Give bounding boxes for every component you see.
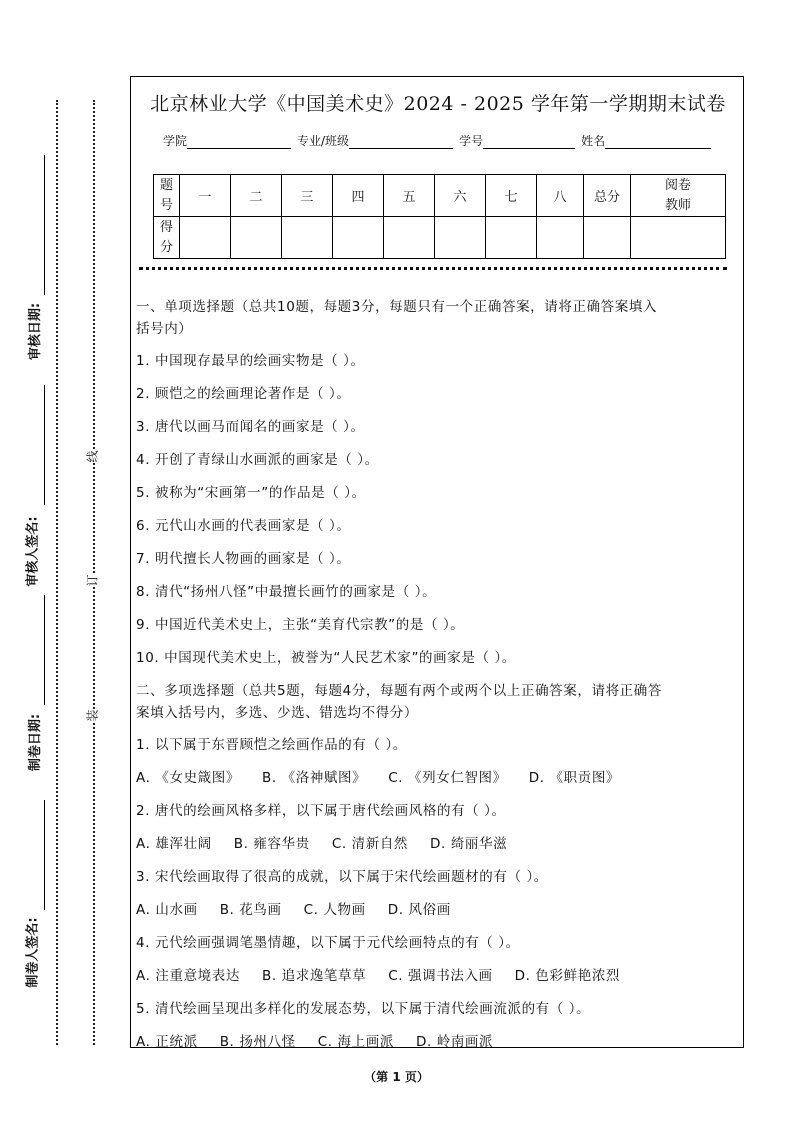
score-cell[interactable] (537, 217, 584, 259)
option: D. 风俗画 (387, 902, 451, 918)
score-cell-total[interactable] (584, 217, 631, 259)
question-item: 1. 以下属于东晋顾恺之绘画作品的有（ ）。 (136, 737, 407, 753)
student-id-field[interactable] (483, 134, 575, 149)
option: A. 雄浑壮阔 (136, 836, 212, 852)
maker-date-blank[interactable] (44, 595, 45, 705)
question-item: 9. 中国近代美术史上，主张“美育代宗教”的是（ ）。 (136, 617, 465, 633)
grader-cell[interactable] (631, 217, 726, 259)
reviewer-date-label: 审核日期: (28, 302, 44, 361)
exam-paper-frame (130, 76, 744, 1048)
question-item: 5. 被称为“宋画第一”的作品是（ ）。 (136, 485, 366, 501)
score-cell[interactable] (333, 217, 384, 259)
question-item: 2. 顾恺之的绘画理论著作是（ ）。 (136, 386, 351, 402)
option: C. 人物画 (303, 902, 366, 918)
option: B. 追求逸笔草草 (261, 968, 367, 984)
section1-heading-line1: 一、单项选择题（总共10题，每题3分，每题只有一个正确答案，请将正确答案填入 (136, 299, 658, 315)
section1-heading-line2: 括号内） (136, 321, 193, 337)
col-1: 一 (180, 175, 231, 217)
name-field[interactable] (605, 134, 711, 149)
option: C. 海上画派 (317, 1034, 394, 1050)
option: B. 《洛神赋图》 (261, 770, 367, 786)
score-row-header: 得 分 (154, 217, 180, 259)
reviewer-sign-blank[interactable] (44, 385, 45, 505)
student-info-row (163, 132, 717, 149)
col-5: 五 (384, 175, 435, 217)
col-6: 六 (435, 175, 486, 217)
college-label: 学院 (163, 134, 188, 148)
binding-xian-label: 线 (85, 450, 100, 463)
question-item: 7. 明代擅长人物画的画家是（ ）。 (136, 551, 351, 567)
score-cell[interactable] (435, 217, 486, 259)
question-item: 1. 中国现存最早的绘画实物是（ ）。 (136, 353, 365, 369)
binding-dotted-line-inner (93, 100, 95, 1045)
question-item: 8. 清代“扬州八怪”中最擅长画竹的画家是（ ）。 (136, 584, 437, 600)
binding-zhuang-label: 装 (85, 709, 100, 722)
exam-title: 北京林业大学《中国美术史》2024 - 2025 学年第一学期期末试卷 (150, 93, 726, 115)
grader-header: 阅卷 教师 (631, 175, 726, 217)
section2-heading-line2: 案填入括号内，多选、少选、错选均不得分） (136, 705, 418, 721)
question-item: 3. 唐代以画马而闻名的画家是（ ）。 (136, 419, 365, 435)
col-3: 三 (282, 175, 333, 217)
question-item: 5. 清代绘画呈现出多样化的发展态势，以下属于清代绘画流派的有（ ）。 (136, 1001, 591, 1017)
question-item: 10. 中国现代美术史上，被誉为“人民艺术家”的画家是（ ）。 (136, 650, 516, 666)
major-class-label: 专业/班级 (297, 134, 350, 148)
option: A. 正统派 (136, 1034, 198, 1050)
col-2: 二 (231, 175, 282, 217)
option: D. 《职贡图》 (528, 770, 621, 786)
options-row (136, 832, 529, 852)
major-class-field[interactable] (349, 134, 453, 149)
col-8: 八 (537, 175, 584, 217)
question-item: 3. 宋代绘画取得了很高的成就，以下属于宋代绘画题材的有（ ）。 (136, 869, 548, 885)
col-4: 四 (333, 175, 384, 217)
option: D. 色彩鲜艳浓烈 (514, 968, 621, 984)
section2-heading-line1: 二、多项选择题（总共5题，每题4分，每题有两个或两个以上正确答案，请将正确答 (136, 683, 662, 699)
score-cell[interactable] (486, 217, 537, 259)
option: A. 注重意境表达 (136, 968, 240, 984)
binding-ding-label: 订 (85, 574, 100, 587)
option: C. 《列女仁智图》 (388, 770, 507, 786)
col-total: 总分 (584, 175, 631, 217)
college-field[interactable] (187, 134, 291, 149)
question-item: 4. 开创了青绿山水画派的画家是（ ）。 (136, 452, 379, 468)
option: C. 清新自然 (331, 836, 409, 852)
option: D. 绮丽华滋 (430, 836, 508, 852)
option: A. 《女史箴图》 (136, 770, 240, 786)
option: C. 强调书法入画 (388, 968, 493, 984)
options-row (136, 1030, 515, 1050)
page-number: （第 1 页） (364, 1070, 429, 1084)
reviewer-date-row (0, 245, 140, 265)
options-row (136, 766, 642, 786)
option: D. 岭南画派 (415, 1034, 494, 1050)
question-item: 6. 元代山水画的代表画家是（ ）。 (136, 518, 351, 534)
col-7: 七 (486, 175, 537, 217)
score-cell[interactable] (384, 217, 435, 259)
reviewer-date-blank[interactable] (44, 155, 45, 295)
score-table (153, 174, 726, 259)
maker-date-label: 制卷日期: (28, 713, 44, 772)
maker-sign-blank[interactable] (44, 800, 45, 910)
score-cell[interactable] (282, 217, 333, 259)
reviewer-sign-label: 审核人签名: (25, 516, 41, 587)
binding-dotted-line-outer (56, 100, 58, 1045)
question-number-header: 题 号 (154, 175, 180, 217)
question-item: 4. 元代绘画强调笔墨情趣，以下属于元代绘画特点的有（ ）。 (136, 935, 520, 951)
options-row (136, 898, 473, 918)
maker-sign-label: 制卷人签名: (25, 917, 41, 988)
question-item: 2. 唐代的绘画风格多样，以下属于唐代绘画风格的有（ ）。 (136, 803, 506, 819)
score-cell[interactable] (231, 217, 282, 259)
option: B. 雍容华贵 (233, 836, 310, 852)
options-row (136, 964, 642, 984)
option: B. 扬州八怪 (219, 1034, 296, 1050)
dotted-separator (139, 267, 727, 270)
student-id-label: 学号 (459, 134, 484, 148)
option: A. 山水画 (136, 902, 198, 918)
name-label: 姓名 (581, 134, 606, 148)
option: B. 花鸟画 (219, 902, 282, 918)
score-cell[interactable] (180, 217, 231, 259)
binding-margin (0, 0, 130, 1122)
